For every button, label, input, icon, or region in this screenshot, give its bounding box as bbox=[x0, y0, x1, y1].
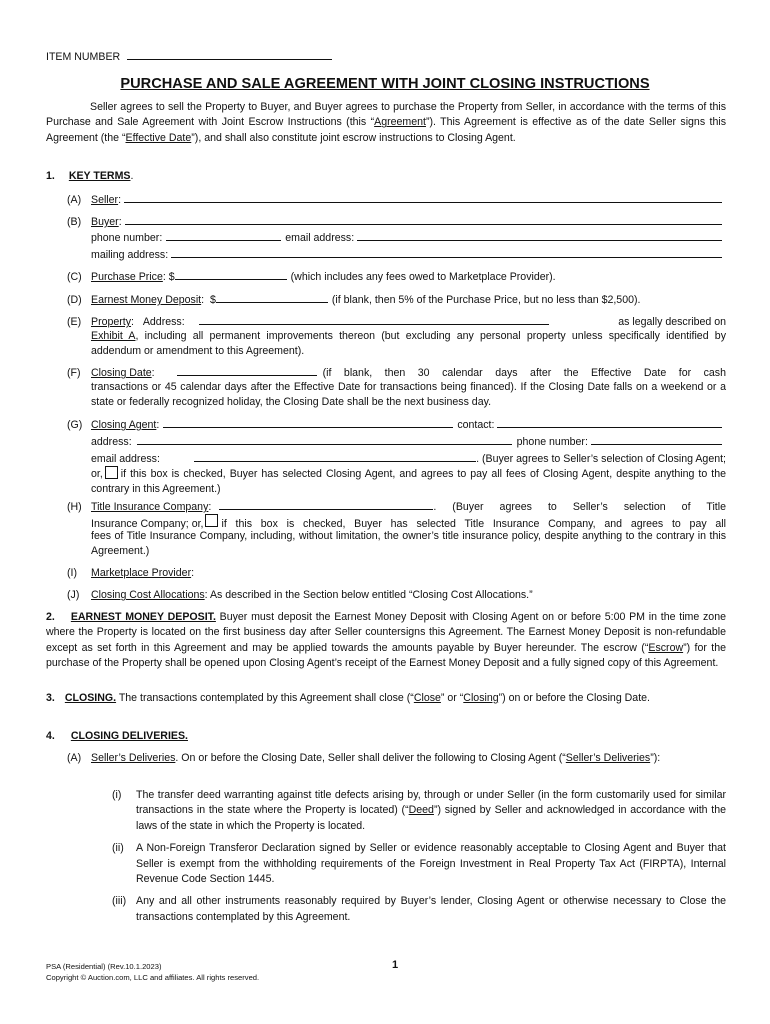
section-title: CLOSING. bbox=[64, 692, 117, 704]
intro-text: ”), and shall also constitute joint escrow instructions to Closing Agent. bbox=[191, 131, 516, 144]
email-label: email address: bbox=[285, 232, 355, 244]
title-insurance-description: fees of Title Insurance Company, including, without limitation, the owner’s title insurance policy, despite anything to the contrary in this Agreement.) bbox=[91, 530, 726, 558]
section-text: ” or “ bbox=[440, 692, 464, 704]
term-label: Seller bbox=[91, 194, 119, 206]
item-letter: (A) bbox=[67, 194, 82, 206]
list-item bbox=[112, 894, 726, 925]
term-colon: : bbox=[191, 567, 195, 579]
section-number: 3. bbox=[46, 692, 55, 704]
term-label: Closing Date bbox=[91, 367, 152, 379]
key-term-marketplace-provider bbox=[67, 566, 194, 581]
item-letter: (D) bbox=[67, 294, 82, 306]
copyright-notice: Copyright © Auction.com, LLC and affiliates. All rights reserved. bbox=[46, 973, 260, 982]
intro-text: Seller agrees to sell the Property to Buyer, and Buyer agrees to purchase the Property from Seller, in accordance with the terms of this Purchase and Sale Agreement with Joint Escrow Instructions (this “ bbox=[46, 101, 726, 129]
exhibit-a-link[interactable]: Exhibit A bbox=[91, 330, 136, 342]
contact-label: contact: bbox=[457, 419, 495, 431]
closing-agent-checkbox-text bbox=[91, 466, 726, 498]
item-number: (ii) bbox=[112, 842, 124, 855]
intro-text: ”). This Agreement is effective as of the date Seller signs this Agreement (the “ bbox=[46, 116, 727, 144]
closing-agent-contact-field[interactable] bbox=[497, 417, 722, 428]
buyer-mailing-field[interactable] bbox=[171, 247, 722, 258]
term-colon: : bbox=[118, 216, 122, 228]
or-text: or, bbox=[91, 468, 103, 480]
address-label: Address: bbox=[142, 316, 185, 328]
closing-term: Closing bbox=[463, 692, 499, 704]
section-number: 4. bbox=[46, 730, 55, 742]
section-text: . On or before the Closing Date, Seller shall deliver the following to Closing Agent (“ bbox=[175, 752, 566, 764]
buyer-contact-line bbox=[91, 230, 722, 246]
section-text: Buyer must deposit the Earnest Money Deposit with Closing Agent on or before 5:00 PM in the time zone where the Property is located on the first business day after Seller countersigns this Agreement. The Earnest Money Deposit is non-refundable except as set forth in this Agreement and may be applied towards the amounts payable by Buyer hereunder. The escrow (“ bbox=[46, 611, 726, 654]
term-note: if this box is checked, Buyer has selected Closing Agent, and agrees to pay all fees of Closing Agent, despite anything to the contrary in this Agreement.) bbox=[91, 468, 726, 496]
term-label: Seller’s Deliveries bbox=[91, 752, 176, 764]
item-number: (i) bbox=[112, 789, 122, 801]
term-note: . (Buyer agrees to Seller’s selection of Title bbox=[433, 501, 726, 513]
key-term-closing-agent bbox=[67, 417, 722, 433]
key-term-title-insurance bbox=[67, 499, 726, 515]
email-label: email address: bbox=[91, 453, 160, 465]
form-id: PSA (Residential) (Rev.10.1.2023) bbox=[46, 962, 162, 971]
section-2-paragraph bbox=[46, 610, 726, 672]
item-letter: (B) bbox=[67, 216, 82, 228]
buyer-field[interactable] bbox=[125, 214, 722, 225]
item-letter: (A) bbox=[67, 752, 82, 764]
item-text: Any and all other instruments reasonably required by Buyer’s lender, Closing Agent or otherwise necessary to Close the transactions contemplated by this Agreement. bbox=[136, 895, 726, 923]
section-title: CLOSING DELIVERIES. bbox=[70, 730, 188, 742]
item-text: The transfer deed warranting against title defects arising by, through or under Seller (in the form customarily used for similar transactions in the state where the Property is located) (“ bbox=[136, 789, 726, 817]
list-item bbox=[112, 841, 726, 887]
buyer-mailing-line bbox=[91, 247, 722, 263]
closing-agent-address-field[interactable] bbox=[137, 434, 512, 445]
page-number: 1 bbox=[391, 959, 399, 971]
item-text: ”) signed by Seller and acknowledged in accordance with the laws of the state in which the Property is located. bbox=[136, 804, 726, 832]
title-insurance-field[interactable] bbox=[219, 499, 433, 510]
item-letter: (J) bbox=[67, 589, 80, 601]
term-note: if this box is checked, Buyer has selected Title Insurance Company, and agrees to pay all bbox=[221, 518, 726, 530]
sellers-deliveries-term: Seller’s Deliveries bbox=[565, 752, 651, 764]
closing-agent-field[interactable] bbox=[163, 417, 453, 428]
item-letter: (I) bbox=[67, 567, 77, 579]
buyer-email-field[interactable] bbox=[357, 230, 722, 241]
item-number-label: ITEM NUMBER bbox=[46, 51, 121, 63]
section-3-paragraph bbox=[46, 691, 726, 706]
effective-date-term: Effective Date bbox=[125, 131, 192, 144]
dollar-sign: $ bbox=[168, 271, 175, 283]
key-term-buyer bbox=[67, 214, 722, 230]
closing-agent-phone-field[interactable] bbox=[591, 434, 722, 445]
closing-agent-address-line bbox=[91, 434, 722, 450]
term-colon: : bbox=[118, 194, 122, 206]
section-title-period: . bbox=[130, 170, 134, 182]
item-letter: (F) bbox=[67, 367, 81, 379]
term-note: , including all permanent improvements thereon (but excluding any personal property unless specifically identified by addendum or amendment to this Agreement). bbox=[91, 330, 726, 358]
key-term-earnest-money bbox=[67, 292, 640, 308]
term-colon: : bbox=[162, 271, 166, 283]
term-note: (if blank, then 5% of the Purchase Price, but no less than $2,500). bbox=[331, 294, 641, 306]
sellers-deliveries bbox=[67, 751, 726, 766]
phone-label: phone number: bbox=[91, 232, 163, 244]
earnest-money-field[interactable] bbox=[216, 292, 328, 303]
term-label: Property bbox=[91, 316, 132, 328]
term-note: (if blank, then 30 calendar days after the Effective Date for cash bbox=[322, 367, 726, 379]
deliveries-list bbox=[112, 788, 726, 925]
section-number: 1. bbox=[46, 170, 55, 182]
term-colon: : bbox=[156, 419, 160, 431]
property-description bbox=[91, 329, 726, 360]
closing-agent-checkbox[interactable] bbox=[105, 466, 118, 479]
section-title: KEY TERMS bbox=[68, 170, 131, 182]
term-label: Title Insurance Company bbox=[91, 501, 209, 513]
closing-agent-email-line bbox=[91, 451, 726, 467]
term-note: (which includes any fees owed to Marketplace Provider). bbox=[290, 271, 556, 283]
term-label: Closing Agent bbox=[91, 419, 157, 431]
phone-label: phone number: bbox=[516, 436, 588, 448]
key-term-closing-date bbox=[67, 365, 726, 381]
key-term-property bbox=[67, 314, 726, 330]
section-title: EARNEST MONEY DEPOSIT. bbox=[70, 611, 216, 623]
term-label: Earnest Money Deposit bbox=[91, 294, 202, 306]
key-term-closing-costs bbox=[67, 588, 533, 603]
section-1-heading bbox=[46, 169, 133, 184]
closing-agent-email-field[interactable] bbox=[194, 451, 476, 462]
intro-paragraph bbox=[46, 100, 726, 146]
section-text: The transactions contemplated by this Agreement shall close (“ bbox=[116, 692, 414, 704]
agreement-term: Agreement bbox=[374, 116, 426, 129]
item-number-line bbox=[46, 49, 332, 65]
address-label: address: bbox=[91, 436, 132, 448]
property-address-field[interactable] bbox=[199, 314, 549, 325]
item-letter: (G) bbox=[67, 419, 83, 431]
deed-term: Deed bbox=[408, 804, 434, 817]
document-title: PURCHASE AND SALE AGREEMENT WITH JOINT CLOSING INSTRUCTIONS bbox=[120, 76, 650, 92]
close-term: Close bbox=[413, 692, 441, 704]
item-letter: (H) bbox=[67, 501, 82, 513]
item-number-field[interactable] bbox=[127, 49, 332, 60]
section-number: 2. bbox=[46, 611, 55, 623]
list-item bbox=[112, 788, 726, 834]
key-term-seller bbox=[67, 192, 722, 208]
term-label: Buyer bbox=[91, 216, 119, 228]
closing-date-field[interactable] bbox=[177, 365, 317, 376]
item-letter: (C) bbox=[67, 271, 82, 283]
closing-date-description: transactions or 45 calendar days after the Effective Date for transactions being financed). If the Closing Date falls on a weekend or a state or federally recognized holiday, the Closing Date shall be the next business day. bbox=[91, 381, 726, 409]
term-note: . (Buyer agrees to Seller’s selection of Closing Agent; bbox=[476, 453, 726, 465]
item-letter: (E) bbox=[67, 316, 82, 328]
title-insurance-checkbox[interactable] bbox=[205, 514, 218, 527]
seller-field[interactable] bbox=[124, 192, 722, 203]
footer-info bbox=[46, 961, 259, 983]
item-text: A Non-Foreign Transferor Declaration signed by Seller or evidence reasonably acceptable to Closing Agent and Buyer that Seller is exempt from the withholding requirements of the Foreign Investment in Real Property Tax Act (FIRPTA), Internal Revenue Code Section 1445. bbox=[136, 842, 726, 886]
term-label: Purchase Price bbox=[91, 271, 163, 283]
purchase-price-field[interactable] bbox=[175, 269, 287, 280]
section-text: ”) for the purchase of the Property shall be opened upon Closing Agent’s receipt of the Earnest Money Deposit and a fully signed copy of this Agreement. bbox=[46, 641, 726, 670]
section-text: ”): bbox=[650, 752, 661, 764]
term-colon: : bbox=[151, 367, 155, 379]
term-label: Marketplace Provider bbox=[91, 567, 192, 579]
term-colon: : bbox=[208, 501, 212, 513]
key-term-purchase-price bbox=[67, 269, 556, 285]
term-note: : As described in the Section below entitled “Closing Cost Allocations.” bbox=[204, 589, 533, 601]
section-text: ”) on or before the Closing Date. bbox=[498, 692, 650, 704]
term-note: as legally described on bbox=[618, 316, 726, 328]
buyer-phone-field[interactable] bbox=[166, 230, 281, 241]
term-note: Insurance Company; or, bbox=[91, 518, 204, 530]
mailing-label: mailing address: bbox=[91, 249, 169, 261]
dollar-sign: $ bbox=[209, 294, 216, 306]
term-colon: : bbox=[201, 294, 205, 306]
term-label: Closing Cost Allocations bbox=[91, 589, 205, 601]
item-number: (iii) bbox=[112, 895, 127, 908]
section-4-heading bbox=[46, 729, 188, 744]
term-colon: : bbox=[131, 316, 134, 328]
escrow-term: Escrow bbox=[648, 641, 684, 654]
